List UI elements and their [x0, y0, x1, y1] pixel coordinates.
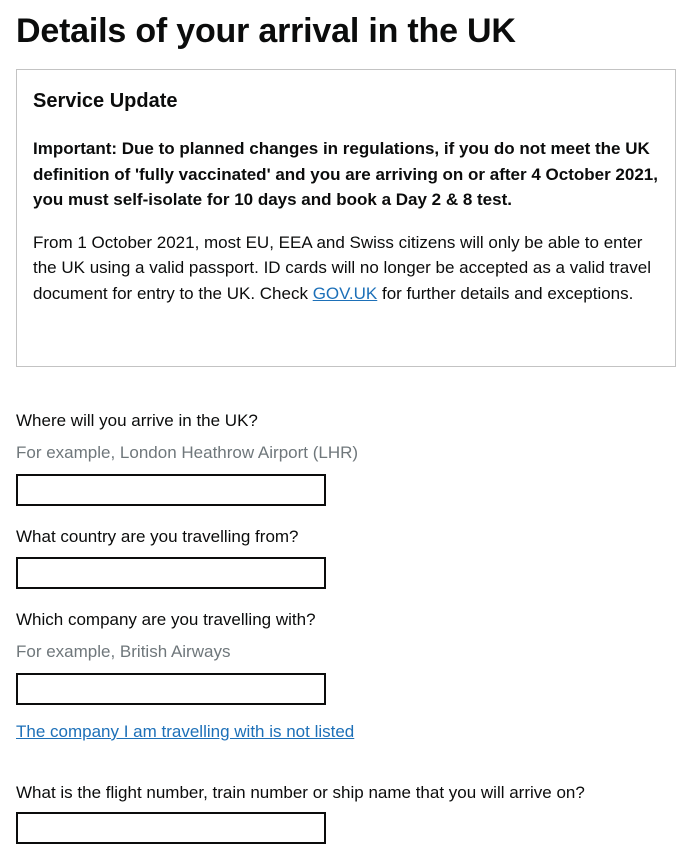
company-not-listed-link[interactable]: The company I am travelling with is not listed — [16, 722, 355, 741]
transport-number-field — [16, 782, 585, 844]
travel-from-field — [16, 526, 326, 589]
passport-notice-text-end: for further details and exceptions. — [377, 283, 634, 303]
service-update-heading: Service Update — [33, 90, 178, 112]
passport-notice-text: From 1 October 2021, most EU, EEA and Swiss citizens will only be able to enter the UK using a valid passport. ID cards will no longer be accepted as a valid travel document for entry to the UK. Check — [33, 232, 651, 303]
passport-notice — [33, 230, 659, 307]
company-hint: For example, British Airways — [16, 642, 231, 661]
page-container — [16, 0, 678, 802]
page-title: Details of your arrival in the UK — [16, 12, 516, 50]
arrival-location-label: Where will you arrive in the UK? — [16, 411, 258, 430]
important-notice: Important: Due to planned changes in regulations, if you do not meet the UK definition of 'fully vaccinated' and you are arriving on or after 4 October 2021, you must self-isolate for 10 days and book a Day 2 & 8 test. — [33, 139, 658, 209]
travel-from-label: What country are you travelling from? — [16, 527, 299, 546]
travel-from-input[interactable] — [16, 557, 326, 589]
gov-uk-link[interactable]: GOV.UK — [312, 283, 378, 303]
arrival-location-field — [16, 410, 358, 506]
company-label: Which company are you travelling with? — [16, 610, 316, 629]
company-field — [16, 609, 326, 705]
company-input[interactable] — [16, 673, 326, 705]
transport-number-input[interactable] — [16, 812, 326, 844]
service-update-panel — [16, 69, 676, 367]
transport-number-label: What is the flight number, train number or ship name that you will arrive on? — [16, 783, 585, 802]
arrival-location-hint: For example, London Heathrow Airport (LHR) — [16, 443, 359, 462]
arrival-location-input[interactable] — [16, 474, 326, 506]
